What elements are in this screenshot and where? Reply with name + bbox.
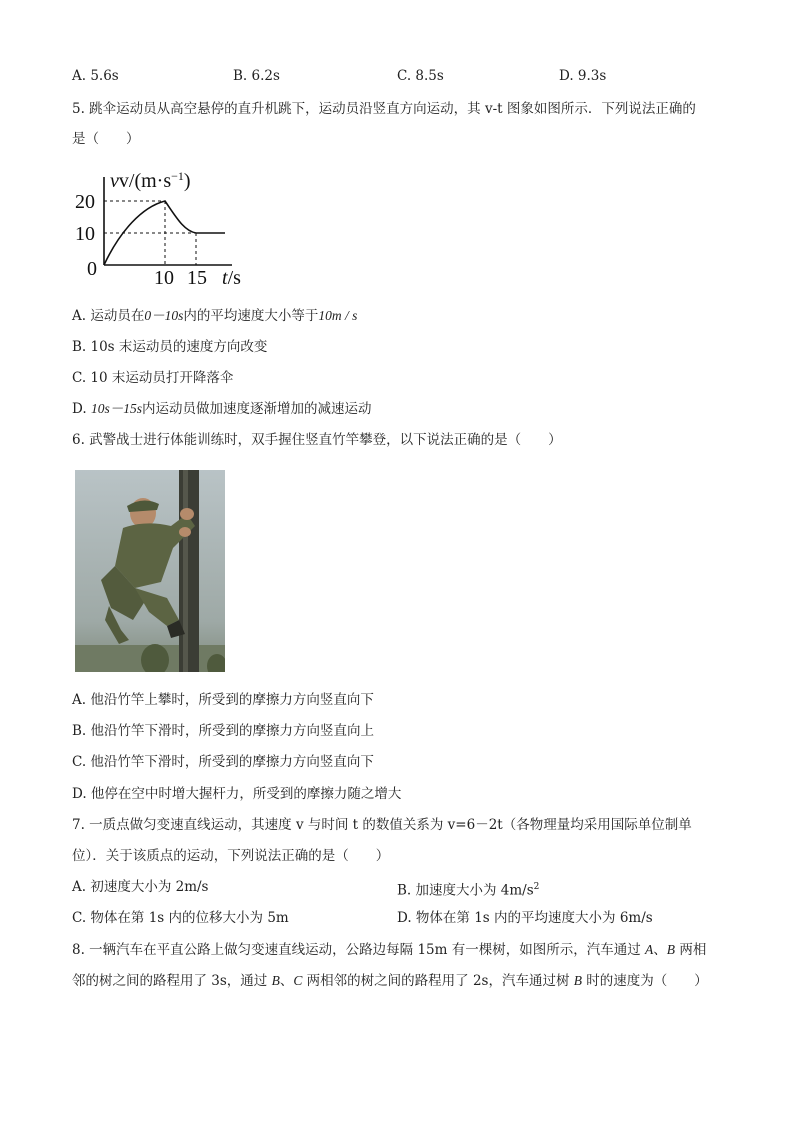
q7-option-a: A. 初速度大小为 2m/s	[72, 879, 209, 895]
q6-stem: 6. 武警战士进行体能训练时，双手握住竖直竹竿攀登，以下说法正确的是（ ）	[72, 432, 562, 448]
q5-option-d	[72, 399, 371, 419]
graph-x-tick-15: 15	[187, 267, 207, 289]
graph-y-label: v/(m·s	[118, 170, 172, 192]
graph-x-var: t	[222, 267, 228, 289]
q8-sep: 、	[653, 942, 667, 958]
soldier-climbing-photo	[75, 470, 225, 672]
q7-option-b-text: B. 加速度大小为 4m/s	[397, 882, 534, 899]
q5-stem-line2: 是（ ）	[72, 131, 140, 147]
q8-line1-text-b: 两相	[675, 942, 707, 958]
q5-option-d-prefix: D.	[72, 401, 91, 417]
q5-option-a-prefix: A. 运动员在	[72, 308, 145, 324]
q8-var-a: A	[645, 942, 654, 957]
graph-x-unit: /s	[227, 267, 241, 289]
q4-option-c: C. 8.5s	[397, 68, 444, 84]
q5-option-c: C. 10 末运动员打开降落伞	[72, 370, 234, 386]
q8-sep2: 、	[279, 973, 294, 989]
q8-stem-line1	[72, 940, 706, 960]
q8-var-b2: B	[271, 973, 280, 988]
q7-option-d: D. 物体在第 1s 内的平均速度大小为 6m/s	[397, 910, 653, 926]
q7-option-b	[397, 877, 539, 901]
q8-var-c: C	[293, 973, 303, 988]
q5-option-a-text: 内的平均速度大小等于	[183, 308, 319, 324]
q4-option-a: A. 5.6s	[72, 68, 119, 84]
q8-var-b3: B	[573, 973, 583, 988]
q8-line2-text-c: 时的速度为（ ）	[582, 973, 708, 989]
q5-option-d-text: 内运动员做加速度逐渐增加的减速运动	[141, 401, 372, 417]
q7-option-c: C. 物体在第 1s 内的位移大小为 5m	[72, 910, 289, 926]
svg-text:t/s	[222, 267, 241, 289]
q4-option-b: B. 6.2s	[233, 68, 280, 84]
q8-stem-line2	[72, 971, 708, 991]
q8-line1-text-a: 8. 一辆汽车在平直公路上做匀变速直线运动，公路边每隔 15m 有一棵树，如图所示，汽车通过	[72, 942, 646, 958]
q6-option-c: C. 他沿竹竿下滑时，所受到的摩擦力方向竖直向下	[72, 754, 374, 770]
graph-y-tick-10: 10	[75, 223, 95, 245]
svg-text:vv/(m·s−1)	[110, 169, 191, 192]
q7-option-b-sup: 2	[533, 882, 540, 892]
q5-option-a	[72, 306, 357, 326]
graph-x-tick-10: 10	[154, 267, 174, 289]
graph-y-label-close: )	[183, 170, 191, 192]
q5-stem-line1: 5. 跳伞运动员从高空悬停的直升机跳下，运动员沿竖直方向运动，其 v-t 图象如图所示．下列说法正确的	[72, 101, 696, 117]
graph-origin: 0	[87, 258, 97, 280]
graph-y-var: v	[110, 170, 119, 192]
q8-var-b: B	[666, 942, 676, 957]
q8-line2-text-a: 邻的树之间的路程用了 3s，通过	[72, 973, 272, 989]
q5-option-a-math: 0－10s	[144, 308, 184, 323]
q7-stem-line2: 位）．关于该质点的运动，下列说法正确的是（ ）	[72, 848, 390, 864]
q5-option-a-math2: 10m / s	[318, 308, 358, 323]
q5-option-d-math: 10s－15s	[90, 401, 142, 416]
graph-y-label-sup: −1	[171, 169, 184, 183]
q8-line2-text-b: 两相邻的树之间的路程用了 2s，汽车通过树	[302, 973, 574, 989]
q6-option-d: D. 他停在空中时增大握杆力，所受到的摩擦力随之增大	[72, 786, 402, 802]
q6-option-a: A. 他沿竹竿上攀时，所受到的摩擦力方向竖直向下	[72, 692, 374, 708]
graph-y-tick-20: 20	[75, 191, 95, 213]
vt-graph	[72, 165, 252, 290]
q6-option-b: B. 他沿竹竿下滑时，所受到的摩擦力方向竖直向上	[72, 723, 375, 739]
q5-option-b: B. 10s 末运动员的速度方向改变	[72, 339, 268, 355]
q4-option-d: D. 9.3s	[559, 68, 607, 84]
q7-stem-line1: 7. 一质点做匀变速直线运动，其速度 v 与时间 t 的数值关系为 v=6－2t（各物理量均采用国际单位制单	[72, 817, 692, 833]
